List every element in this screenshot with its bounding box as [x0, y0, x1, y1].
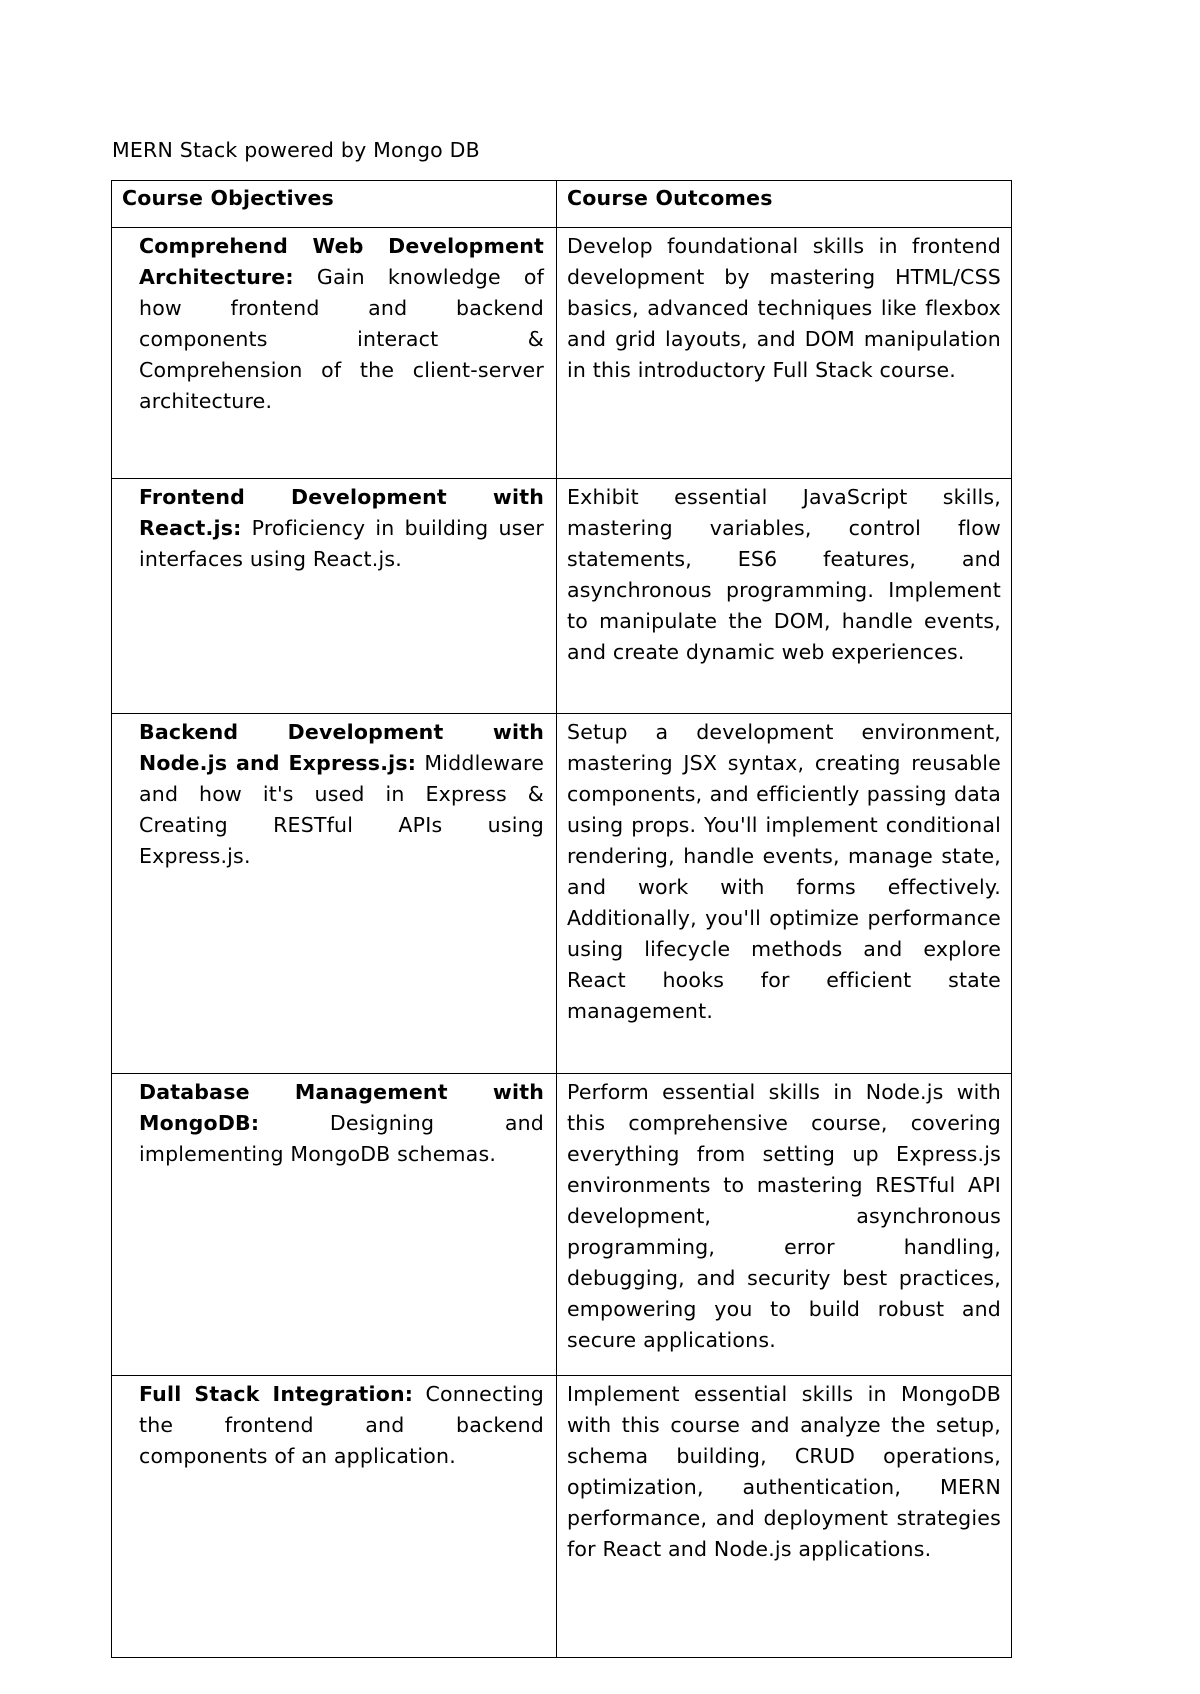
objective-heading: Comprehend Web Development Architecture: — [139, 234, 544, 289]
outcome-cell — [557, 479, 1012, 714]
course-table — [111, 180, 1012, 1658]
objective-cell — [112, 714, 557, 1074]
outcome-text: Implement essential skills in MongoDB with this course and analyze the setup, schema building, CRUD operations, optimization, authentication, MERN performance, and deployment strategies for React and Node.js applications. — [567, 1382, 1001, 1561]
table-row — [112, 714, 1012, 1074]
objective-heading: Backend Development with Node.js and Express.js: — [139, 720, 544, 775]
header-outcomes — [557, 181, 1012, 228]
outcome-cell — [557, 228, 1012, 479]
table-row — [112, 228, 1012, 479]
outcome-text: Exhibit essential JavaScript skills, mastering variables, control flow statements, ES6 features, and asynchronous programming. Implement to manipulate the DOM, handle events, and create dynamic web experiences. — [567, 485, 1001, 664]
objective-text: Gain knowledge of how frontend and backend components interact & Comprehension of the client-server architecture. — [139, 265, 544, 413]
objective-heading: Frontend Development with React.js: — [139, 485, 544, 540]
objective-text: Designing and implementing MongoDB schemas. — [139, 1111, 544, 1166]
document-title: MERN Stack powered by Mongo DB — [112, 138, 480, 162]
table-header-row — [112, 181, 1012, 228]
table-row — [112, 479, 1012, 714]
outcome-text: Setup a development environment, mastering JSX syntax, creating reusable components, and efficiently passing data using props. You'll implement conditional rendering, handle events, manage state, and work with forms effectively. Additionally, you'll optimize performance using lifecycle methods and explore React hooks for efficient state management. — [567, 720, 1001, 1023]
objective-cell — [112, 228, 557, 479]
objective-cell — [112, 1376, 557, 1658]
objective-heading: Full Stack Integration: — [139, 1382, 414, 1406]
objective-heading: Database Management with MongoDB: — [139, 1080, 544, 1135]
header-objectives — [112, 181, 557, 228]
objective-cell — [112, 1074, 557, 1376]
outcome-cell — [557, 1376, 1012, 1658]
objective-text: Middleware and how it's used in Express & Creating RESTful APIs using Express.js. — [139, 751, 545, 868]
outcome-cell — [557, 714, 1012, 1074]
objective-cell — [112, 479, 557, 714]
header-objectives-label: Course Objectives — [122, 186, 334, 210]
outcome-cell — [557, 1074, 1012, 1376]
objective-text: Proficiency in building user interfaces using React.js. — [139, 516, 545, 571]
objective-text: Connecting the frontend and backend components of an application. — [139, 1382, 544, 1468]
table-row — [112, 1376, 1012, 1658]
outcome-text: Perform essential skills in Node.js with this comprehensive course, covering everything from setting up Express.js environments to mastering RESTful API development, asynchronous programming, error handling, debugging, and security best practices, empowering you to build robust and secure applications. — [567, 1080, 1001, 1352]
outcome-text: Develop foundational skills in frontend development by mastering HTML/CSS basics, advanced techniques like flexbox and grid layouts, and DOM manipulation in this introductory Full Stack course. — [567, 234, 1001, 382]
table-row — [112, 1074, 1012, 1376]
header-outcomes-label: Course Outcomes — [567, 186, 773, 210]
